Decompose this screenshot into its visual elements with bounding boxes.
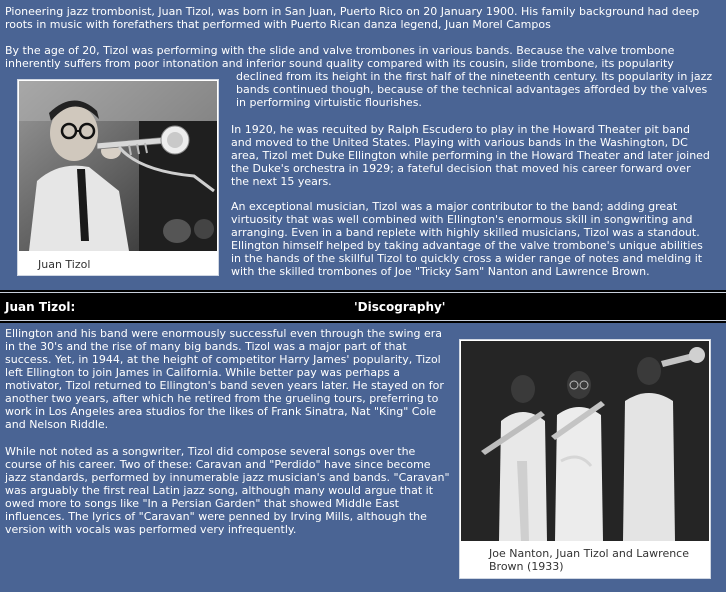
photo-image — [19, 81, 217, 251]
divider — [0, 320, 726, 321]
section-title: 'Discography' — [354, 300, 446, 314]
paragraph-ellington: Ellington and his band were enormously successful even through the swing era in the 30's and the rise of many big bands. Tizol was a major part of that success. Yet, in 1944, at the height of competitor Harry James' popularity, Tizol left Ellington to join James in California. While better pay was perhaps a motivator, Tizol returned to Ellington's band seven years later. He stayed on for another two years, after which he retired from the grueling tours, preferring to work in Los Angeles area studios for the likes of Frank Sinatra, Nat "King" Cole and Nelson Riddle. — [5, 327, 444, 431]
photo-caption: Joe Nanton, Juan Tizol and Lawrence Brown (1933) — [489, 547, 689, 573]
age-paragraph-line: inherently suffers from poor intonation and inferior sound quality compared with its cousin, slide trombone, its popularity — [5, 57, 674, 70]
paragraph-songwriter: While not noted as a songwriter, Tizol did compose several songs over the course of his career. Two of these: Caravan and "Perdido" have since become jazz standards, performed by innumerable jazz musician's and bands. "Caravan" was arguably the first real Latin jazz song, although many would argue that it owed more to songs like "In a Persian Garden" that showed Middle East influences. The lyrics of "Caravan" were penned by Irving Mills, although the version with vocals was performed very infrequently. — [5, 445, 450, 536]
photo-image — [461, 341, 709, 541]
photo-caption: Juan Tizol — [38, 258, 91, 271]
paragraph-musician: An exceptional musician, Tizol was a major contributor to the band; adding great virtuosity that was well combined with Ellington's enormous skill in songwriting and arranging. Even in a band replete with highly skilled musicians, Tizol was a standout. Ellington himself helped by taking advantage of the valve trombone's unique abilities in the hands of the skillful Tizol to quickly cross a wider range of notes and melding it with the skilled trombones of Joe "Tricky Sam" Nanton and Lawrence Brown. — [231, 200, 703, 278]
trombone-trio-photo — [459, 339, 711, 579]
section-header-bar — [0, 290, 726, 323]
bio-section — [0, 0, 726, 290]
divider — [0, 292, 726, 293]
intro-paragraph: Pioneering jazz trombonist, Juan Tizol, was born in San Juan, Puerto Rico on 20 January 1900. His family background had deep roots in music with forefathers that performed with Puerto Rican danza legend, Juan Morel Campos — [5, 5, 700, 31]
age-paragraph-line: By the age of 20, Tizol was performing with the slide and valve trombones in various bands. Because the valve trombone — [5, 44, 675, 57]
age-paragraph-rest: declined from its height in the first half of the nineteenth century. Its popularity in jazz bands continued though, because of the technical advantages afforded by the valves in performing virtuistic flourishes. — [236, 70, 713, 109]
paragraph-1920: In 1920, he was recuited by Ralph Escudero to play in the Howard Theater pit band and moved to the United States. Playing with various bands in the Washington, DC area, Tizol met Duke Ellington while performing in the Howard Theater and later joined the Duke's orchestra in 1929; a fateful decision that moved his career forward over the next 15 years. — [231, 123, 710, 188]
trumpet-player-image — [19, 81, 217, 251]
section-name: Juan Tizol: — [5, 300, 76, 314]
trombone-section-image — [461, 341, 709, 541]
juan-tizol-photo — [17, 79, 219, 276]
